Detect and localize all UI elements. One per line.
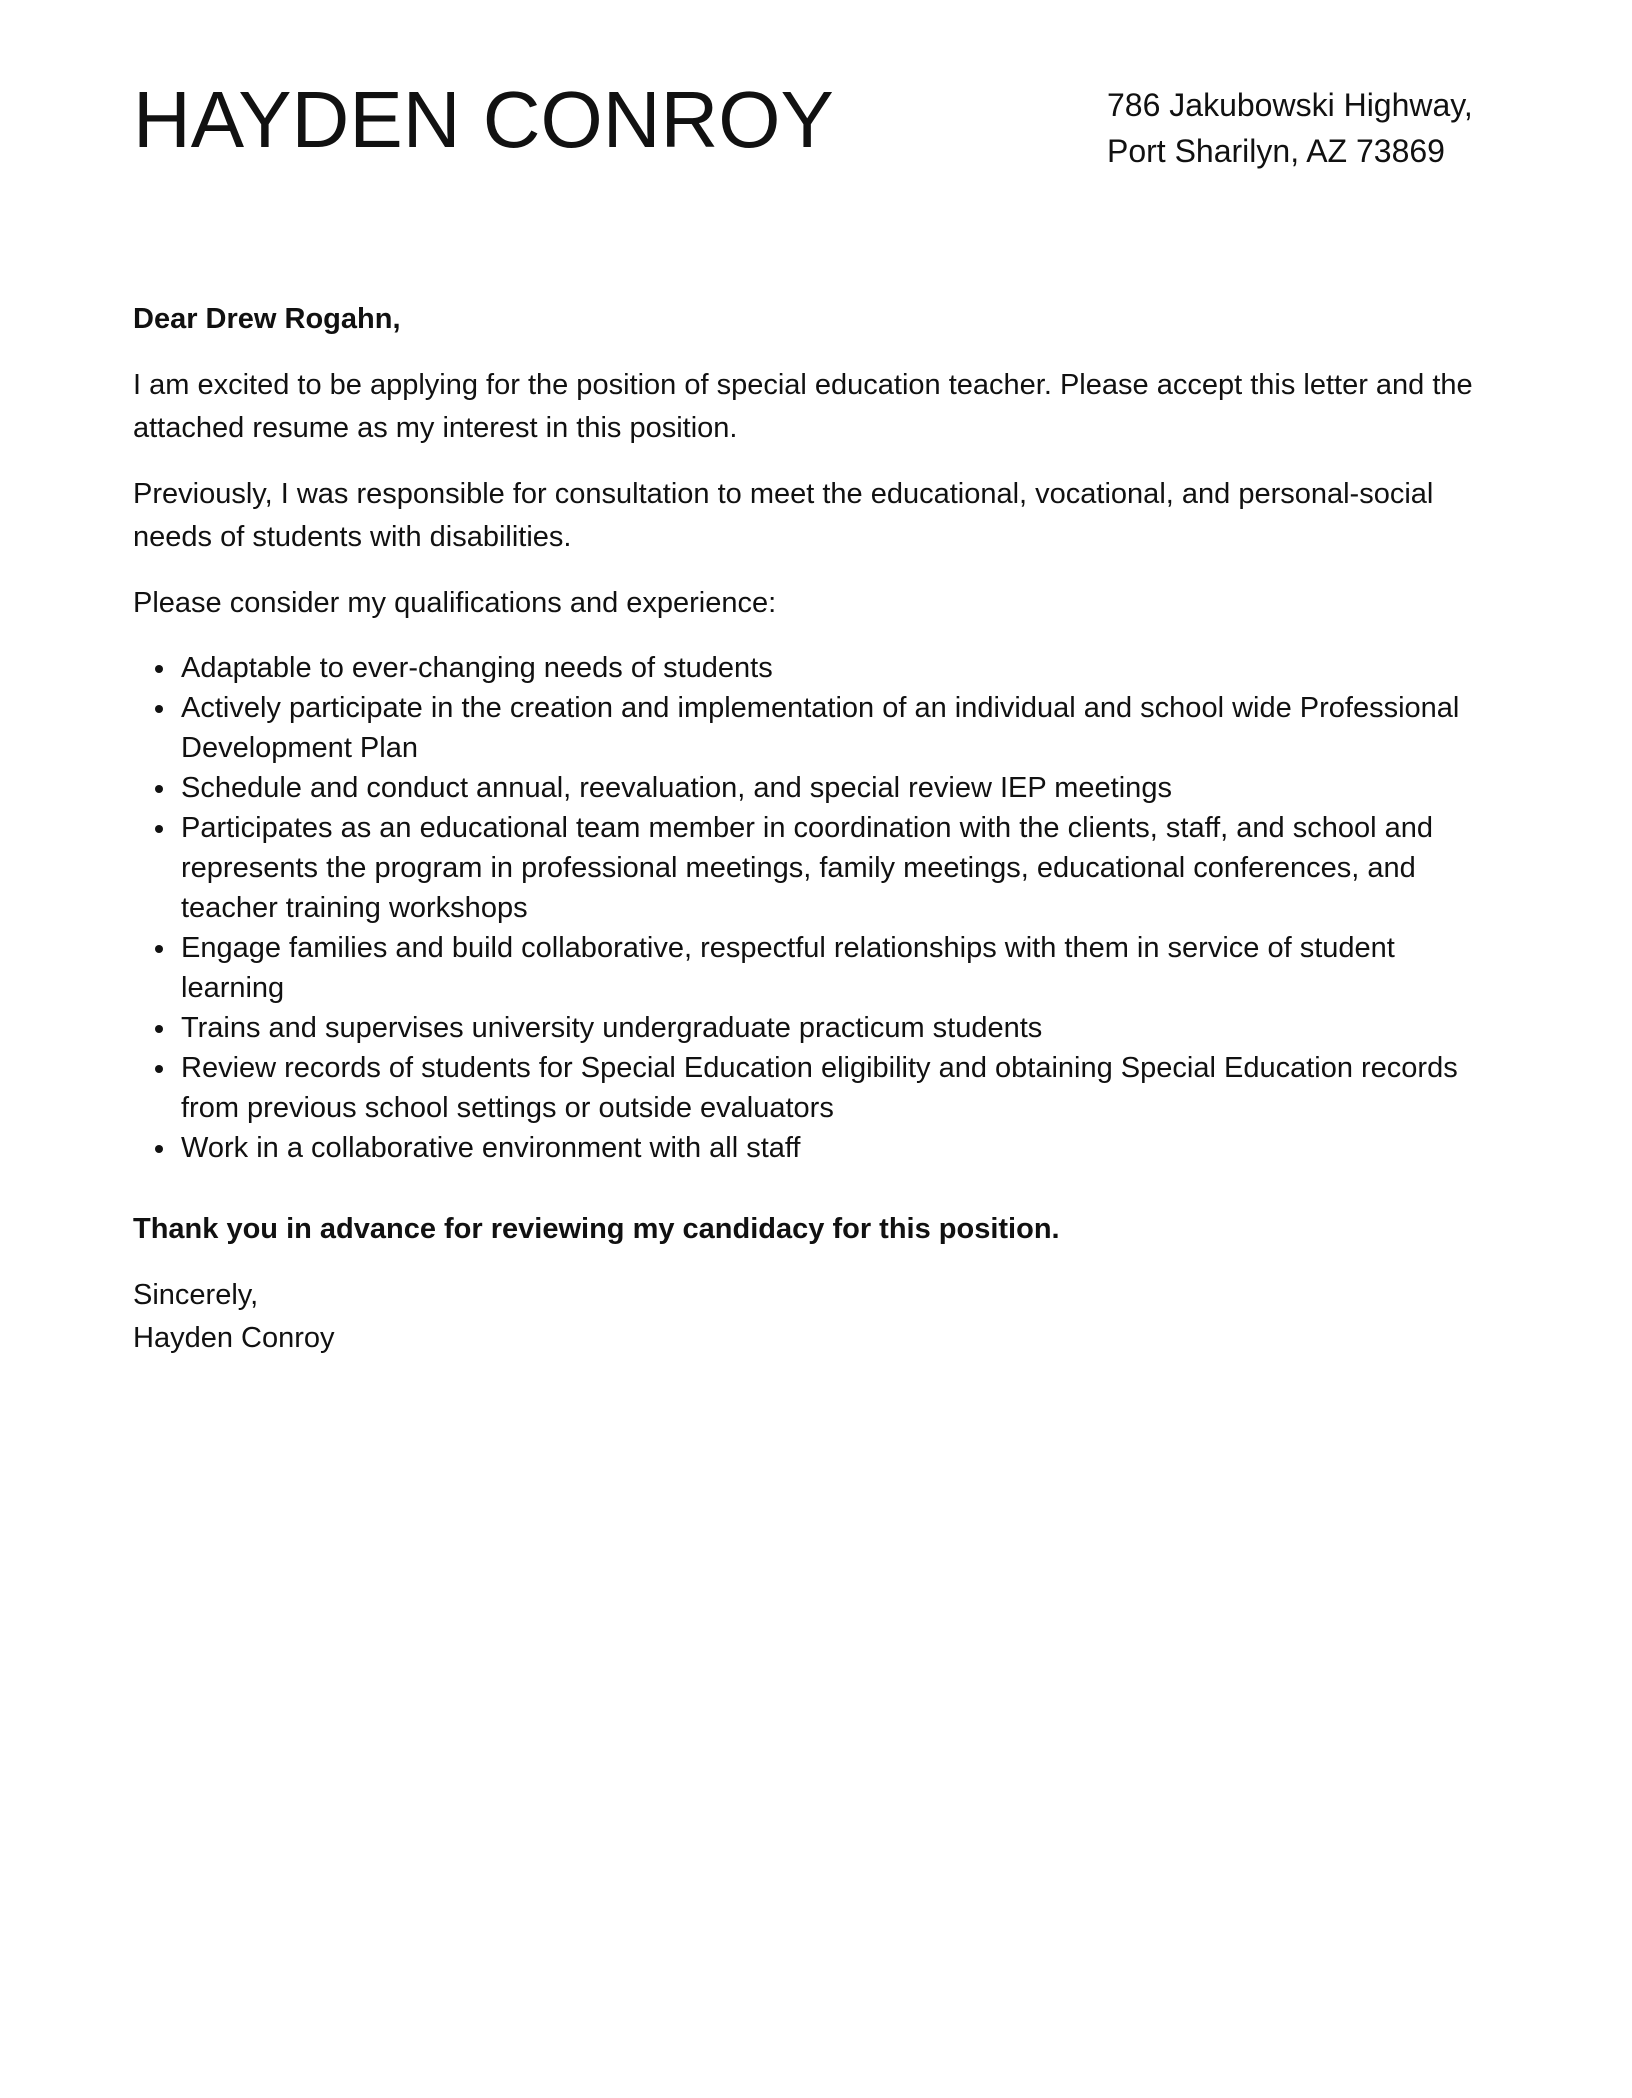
list-item [133, 1048, 1503, 1128]
list-item [133, 808, 1503, 928]
list-item-text: Work in a collaborative environment with all staff [181, 1132, 801, 1164]
applicant-name-heading: HAYDEN CONROY [133, 75, 834, 164]
bullet-icon [155, 1025, 163, 1033]
qualifications-intro: Please consider my qualifications and experience: [133, 587, 777, 619]
experience-paragraph: Previously, I was responsible for consultation to meet the educational, vocational, and personal-social needs of students with disabilities. [133, 478, 1434, 553]
list-item [133, 928, 1503, 1008]
list-item-text: Engage families and build collaborative, respectful relationships with them in service of student learning [181, 932, 1395, 1004]
address-line-1: 786 Jakubowski Highway, [1107, 87, 1473, 123]
list-item-text: Adaptable to ever-changing needs of students [181, 652, 773, 684]
bullet-icon [155, 1065, 163, 1073]
address-line-2: Port Sharilyn, AZ 73869 [1107, 133, 1445, 169]
closing-statement: Thank you in advance for reviewing my candidacy for this position. [133, 1213, 1060, 1245]
list-item [133, 688, 1503, 768]
salutation: Dear Drew Rogahn, [133, 303, 401, 335]
list-item [133, 1008, 1503, 1048]
list-item-text: Participates as an educational team member in coordination with the clients, staff, and school and represents the program in professional meetings, family meetings, educational conferences, and teacher training workshops [181, 812, 1434, 924]
list-item-text: Review records of students for Special Education eligibility and obtaining Special Education records from previous school settings or outside evaluators [181, 1052, 1458, 1124]
signature-name: Hayden Conroy [133, 1322, 335, 1354]
list-item-text: Trains and supervises university undergraduate practicum students [181, 1012, 1043, 1044]
applicant-address [1107, 82, 1473, 174]
bullet-icon [155, 785, 163, 793]
list-item [133, 768, 1503, 808]
qualifications-list [133, 648, 1503, 1168]
letter-body [133, 298, 1503, 1360]
list-item-text: Actively participate in the creation and implementation of an individual and school wide Professional Development Plan [181, 692, 1460, 764]
list-item [133, 648, 1503, 688]
signoff [133, 1274, 1503, 1360]
list-item-text: Schedule and conduct annual, reevaluation, and special review IEP meetings [181, 772, 1172, 804]
bullet-icon [155, 945, 163, 953]
bullet-icon [155, 705, 163, 713]
bullet-icon [155, 665, 163, 673]
bullet-icon [155, 1145, 163, 1153]
bullet-icon [155, 825, 163, 833]
signoff-phrase: Sincerely, [133, 1279, 259, 1311]
intro-paragraph: I am excited to be applying for the position of special education teacher. Please accept this letter and the attached resume as my interest in this position. [133, 369, 1473, 444]
list-item [133, 1128, 1503, 1168]
